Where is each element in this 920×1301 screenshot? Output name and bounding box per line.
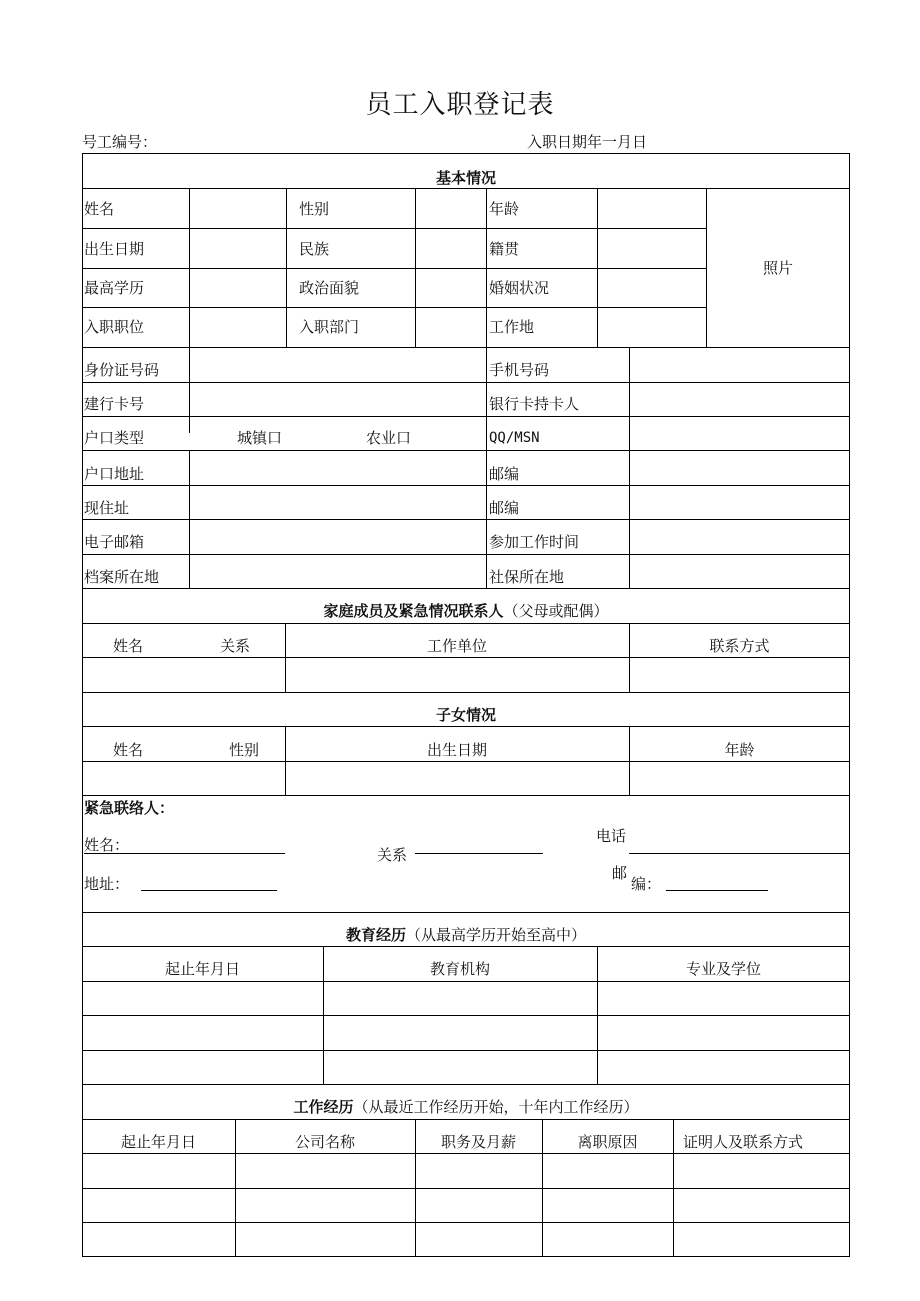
emergency-postcode-line[interactable] [666, 890, 768, 891]
current-address-label: 现住址 [84, 499, 130, 517]
hukou-address-label: 户口地址 [84, 465, 145, 483]
hukou-rural-option: 农业口 [366, 429, 412, 447]
id-number-label: 身份证号码 [84, 361, 160, 379]
emergency-phone-line[interactable] [629, 853, 850, 854]
work-col-position-salary: 职务及月薪 [440, 1133, 516, 1151]
work-heading [82, 1098, 850, 1116]
political-status-label: 政治面貌 [299, 279, 360, 297]
entry-date-label: 入职日期年一月日 [527, 133, 648, 151]
education-col-major-degree: 专业及学位 [685, 960, 761, 978]
card-holder-label: 银行卡持卡人 [489, 395, 580, 413]
work-location-label: 工作地 [489, 318, 535, 336]
family-col-employer: 工作单位 [426, 637, 487, 655]
emergency-heading: 紧急联络人： [84, 799, 175, 817]
family-heading-note: （父母或配偶） [503, 602, 609, 620]
work-col-leave-reason: 离职原因 [577, 1133, 638, 1151]
emergency-name-line[interactable] [84, 853, 285, 854]
email-label: 电子邮箱 [84, 533, 145, 551]
education-heading-note: （从最高学历开始至高中） [406, 926, 587, 944]
work-start-label: 参加工作时间 [489, 533, 580, 551]
work-col-reference: 证明人及联系方式 [682, 1133, 803, 1151]
education-col-dates: 起止年月日 [164, 960, 240, 978]
children-col-gender: 性别 [229, 741, 260, 759]
postcode-label: 邮编 [489, 499, 520, 517]
position-label: 入职职位 [84, 318, 145, 336]
employee-no-label: 号工编号： [82, 133, 158, 151]
work-heading-title: 工作经历 [293, 1098, 354, 1116]
photo-box-label: 照片 [762, 259, 793, 277]
emergency-postcode-label-b: 编： [631, 875, 662, 893]
children-col-age: 年龄 [724, 741, 755, 759]
emergency-relation-line[interactable] [415, 853, 543, 854]
children-col-birth-date: 出生日期 [426, 741, 487, 759]
family-col-name: 姓名 [113, 637, 144, 655]
social-security-label: 社保所在地 [489, 568, 565, 586]
emergency-name-label: 姓名： [84, 836, 130, 854]
children-col-name: 姓名 [113, 741, 144, 759]
emergency-address-line[interactable] [141, 890, 277, 891]
family-col-relation: 关系 [220, 637, 251, 655]
ethnicity-label: 民族 [299, 240, 330, 258]
emergency-phone-label: 电话 [596, 827, 627, 845]
emergency-address-label: 地址： [84, 875, 130, 893]
family-col-contact: 联系方式 [709, 637, 770, 655]
family-heading [82, 602, 850, 620]
qq-msn-label: QQ/MSN [489, 430, 540, 446]
archive-location-label: 档案所在地 [84, 568, 160, 586]
department-label: 入职部门 [299, 318, 360, 336]
hukou-type-label: 户口类型 [84, 429, 145, 447]
education-label: 最高学历 [84, 279, 145, 297]
work-col-dates: 起止年月日 [120, 1133, 196, 1151]
family-heading-title: 家庭成员及紧急情况联系人 [323, 602, 504, 620]
hukou-urban-option: 城镇口 [237, 429, 283, 447]
emergency-postcode-label-a: 邮 [612, 864, 628, 882]
form-title: 员工入职登记表 [365, 90, 555, 120]
education-heading [82, 926, 850, 944]
birth-date-label: 出生日期 [84, 240, 145, 258]
bank-card-label: 建行卡号 [84, 395, 145, 413]
emergency-relation-label: 关系 [377, 846, 408, 864]
education-col-institution: 教育机构 [429, 960, 490, 978]
registration-form-table [82, 153, 850, 1257]
mobile-label: 手机号码 [489, 361, 550, 379]
work-col-company: 公司名称 [294, 1133, 355, 1151]
postcode-label: 邮编 [489, 465, 520, 483]
native-place-label: 籍贯 [489, 240, 520, 258]
basic-info-heading: 基本情况 [435, 169, 496, 187]
children-heading: 子女情况 [435, 706, 496, 724]
name-label: 姓名 [84, 200, 115, 218]
gender-label: 性别 [299, 200, 330, 218]
education-heading-title: 教育经历 [345, 926, 406, 944]
marital-status-label: 婚姻状况 [489, 279, 550, 297]
work-heading-note: （从最近工作经历开始，十年内工作经历） [353, 1098, 639, 1116]
age-label: 年龄 [489, 200, 520, 218]
